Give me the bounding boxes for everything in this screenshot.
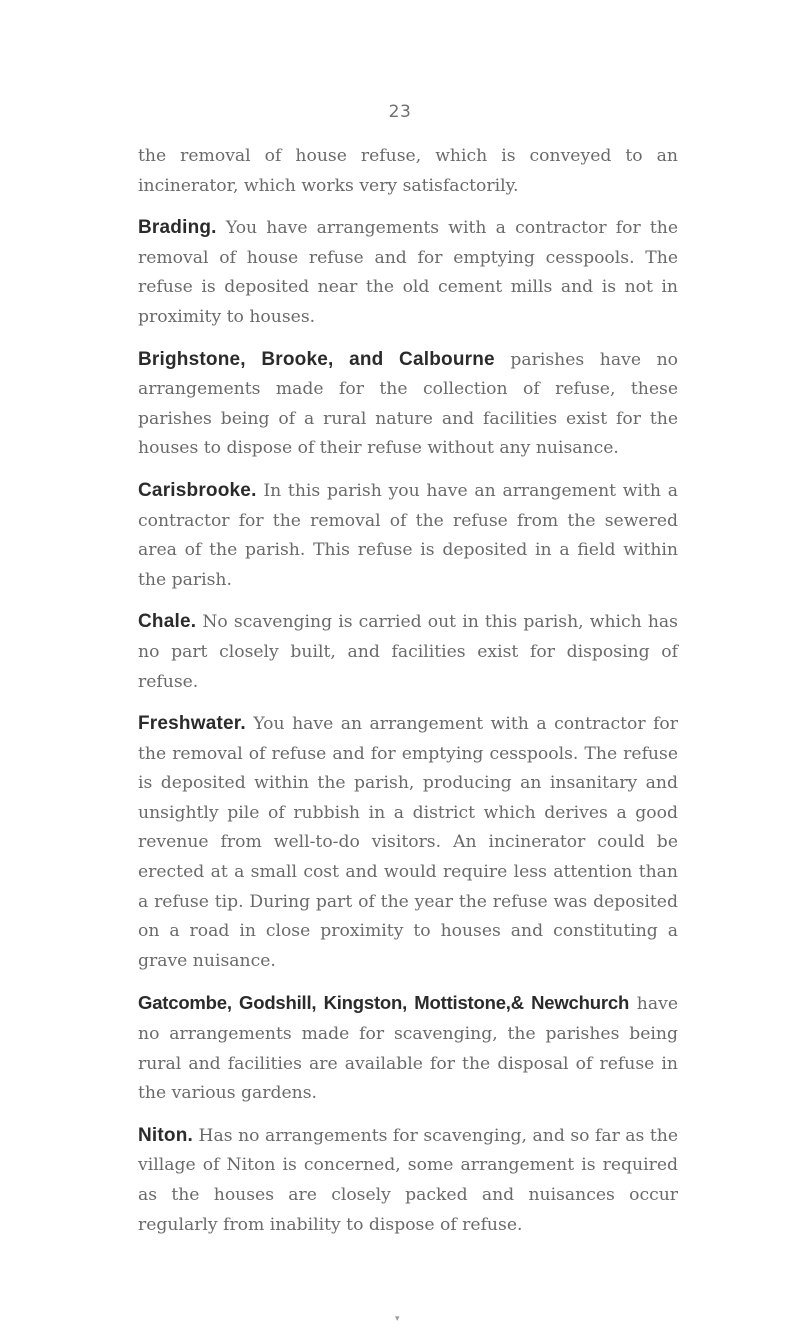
section-niton (138, 1121, 678, 1240)
intro-paragraph (138, 142, 678, 201)
section-body: You have an arrangement with a contractor for the removal of refuse and for emptying cesspools. The refuse is deposited within the parish, producing an insanitary and unsightly pile of rubbish in a district which derives a good revenue from well-to-do visitors. An incinerator could be erected at a small cost and would require less attention than a refuse tip. During part of the year the refuse was deposited on a road in close proximity to houses and constituting a grave nuisance. (138, 714, 679, 971)
section-heading: Chale. (138, 611, 197, 633)
section-heading: Brading. (138, 217, 217, 239)
section-heading: Carisbrooke. (138, 479, 257, 501)
section-body: You have arrangements with a contractor for the removal of house refuse and for emptying cesspools. The refuse is deposited near the old cement mills and is not in proximity to houses. (138, 218, 678, 327)
section-gatcombe (138, 988, 678, 1108)
section-body: Has no arrangements for scavenging, and so far as the village of Niton is concerned, some arrangement is required as the houses are closely packed and nuisances occur regularly from inability to dispose of refuse. (138, 1125, 678, 1235)
section-carisbrooke (138, 476, 678, 595)
section-heading: Gatcombe, Godshill, Kingston, Mottistone,& Newchurch (138, 992, 630, 1014)
section-brading (138, 213, 678, 332)
section-body: parishes have no arrangements made for the collection of refuse, these parishes being of a rural nature and facilities exist for the houses to dispose of their refuse without any nuisance. (138, 349, 679, 459)
section-freshwater (138, 709, 678, 976)
document-body (138, 142, 678, 1252)
page-number: 23 (388, 102, 412, 122)
section-chale (138, 607, 678, 697)
footer-mark: ▾ (395, 1314, 400, 1324)
section-brighstone (138, 345, 678, 464)
section-heading: Freshwater. (138, 713, 246, 735)
section-body: have no arrangements made for scavenging, the parishes being rural and facilities are available for the disposal of refuse in the various gardens. (138, 994, 678, 1104)
section-heading: Niton. (138, 1124, 194, 1146)
intro-text: the removal of house refuse, which is conveyed to an incinerator, which works very satisfactorily. (138, 146, 678, 196)
section-body: In this parish you have an arrangement with a contractor for the removal of the refuse from the sewered area of the parish. This refuse is deposited in a field within the parish. (138, 480, 678, 590)
section-heading: Brighstone, Brooke, and Calbourne (138, 348, 495, 370)
section-body: No scavenging is carried out in this parish, which has no part closely built, and facilities exist for disposing of refuse. (138, 612, 678, 692)
